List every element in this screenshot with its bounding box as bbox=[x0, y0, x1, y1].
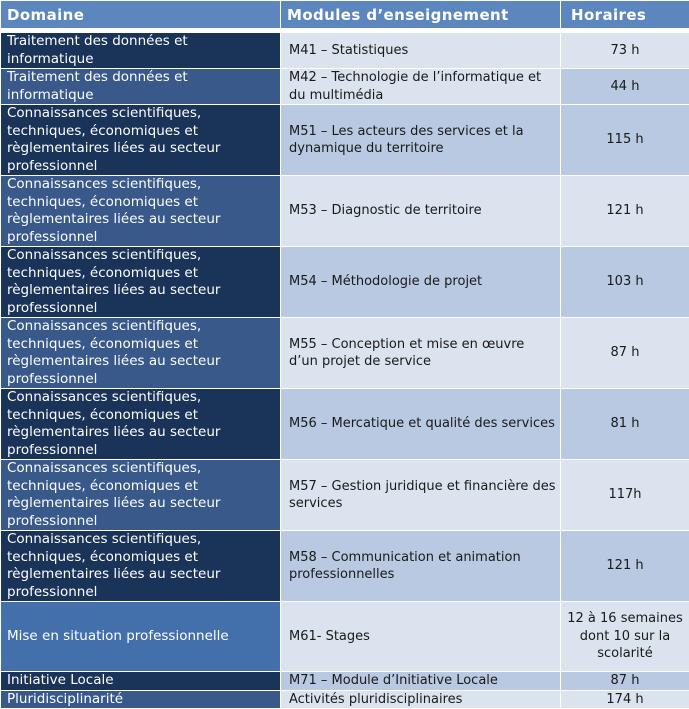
module-cell: M54 – Méthodologie de projet bbox=[281, 247, 561, 318]
header-hours: Horaires bbox=[561, 1, 689, 29]
hours-cell: 81 h bbox=[561, 389, 689, 460]
domain-cell: Initiative Locale bbox=[1, 672, 281, 691]
table-row bbox=[1, 690, 689, 709]
table-row bbox=[1, 672, 689, 691]
table-row bbox=[1, 33, 689, 69]
table-row bbox=[1, 69, 689, 105]
domain-cell: Pluridisciplinarité bbox=[1, 690, 281, 709]
hours-cell: 174 h bbox=[561, 690, 689, 709]
hours-cell: 117h bbox=[561, 460, 689, 531]
module-cell: Activités pluridisciplinaires bbox=[281, 690, 561, 709]
domain-cell: Connaissances scientifiques, techniques, économiques et règlementaires liées au secteur professionnel bbox=[1, 318, 281, 389]
hours-cell: 73 h bbox=[561, 33, 689, 69]
module-cell: M56 – Mercatique et qualité des services bbox=[281, 389, 561, 460]
module-cell: M51 – Les acteurs des services et la dynamique du territoire bbox=[281, 105, 561, 176]
domain-cell: Traitement des données et informatique bbox=[1, 69, 281, 105]
table-row bbox=[1, 176, 689, 247]
header-module: Modules d’enseignement bbox=[281, 1, 561, 29]
table-row bbox=[1, 105, 689, 176]
module-cell: M71 – Module d’Initiative Locale bbox=[281, 672, 561, 691]
domain-cell: Connaissances scientifiques, techniques, économiques et règlementaires liées au secteur professionnel bbox=[1, 389, 281, 460]
hours-cell: 121 h bbox=[561, 531, 689, 602]
table-row bbox=[1, 602, 689, 672]
table-row bbox=[1, 318, 689, 389]
domain-cell: Connaissances scientifiques, techniques, économiques et règlementaires liées au secteur professionnel bbox=[1, 531, 281, 602]
module-cell: M61- Stages bbox=[281, 602, 561, 672]
domain-cell: Connaissances scientifiques, techniques, économiques et règlementaires liées au secteur professionnel bbox=[1, 105, 281, 176]
module-cell: M41 – Statistiques bbox=[281, 33, 561, 69]
table-row bbox=[1, 531, 689, 602]
module-cell: M58 – Communication et animation professionnelles bbox=[281, 531, 561, 602]
header-row bbox=[1, 1, 689, 29]
module-cell: M55 – Conception et mise en œuvre d’un projet de service bbox=[281, 318, 561, 389]
domain-cell: Connaissances scientifiques, techniques, économiques et règlementaires liées au secteur professionnel bbox=[1, 176, 281, 247]
hours-cell: 115 h bbox=[561, 105, 689, 176]
domain-cell: Traitement des données et informatique bbox=[1, 33, 281, 69]
domain-cell: Connaissances scientifiques, techniques, économiques et règlementaires liées au secteur professionnel bbox=[1, 460, 281, 531]
module-cell: M57 – Gestion juridique et financière des services bbox=[281, 460, 561, 531]
header-domain: Domaine bbox=[1, 1, 281, 29]
hours-cell: 87 h bbox=[561, 672, 689, 691]
domain-cell: Mise en situation professionnelle bbox=[1, 602, 281, 672]
table-row bbox=[1, 389, 689, 460]
hours-cell: 87 h bbox=[561, 318, 689, 389]
module-cell: M53 – Diagnostic de territoire bbox=[281, 176, 561, 247]
hours-cell: 121 h bbox=[561, 176, 689, 247]
table-row bbox=[1, 460, 689, 531]
module-cell: M42 – Technologie de l’informatique et du multimédia bbox=[281, 69, 561, 105]
hours-cell: 103 h bbox=[561, 247, 689, 318]
hours-cell: 12 à 16 semaines dont 10 sur la scolarité bbox=[561, 602, 689, 672]
table-row bbox=[1, 247, 689, 318]
hours-cell: 44 h bbox=[561, 69, 689, 105]
domain-cell: Connaissances scientifiques, techniques, économiques et règlementaires liées au secteur professionnel bbox=[1, 247, 281, 318]
